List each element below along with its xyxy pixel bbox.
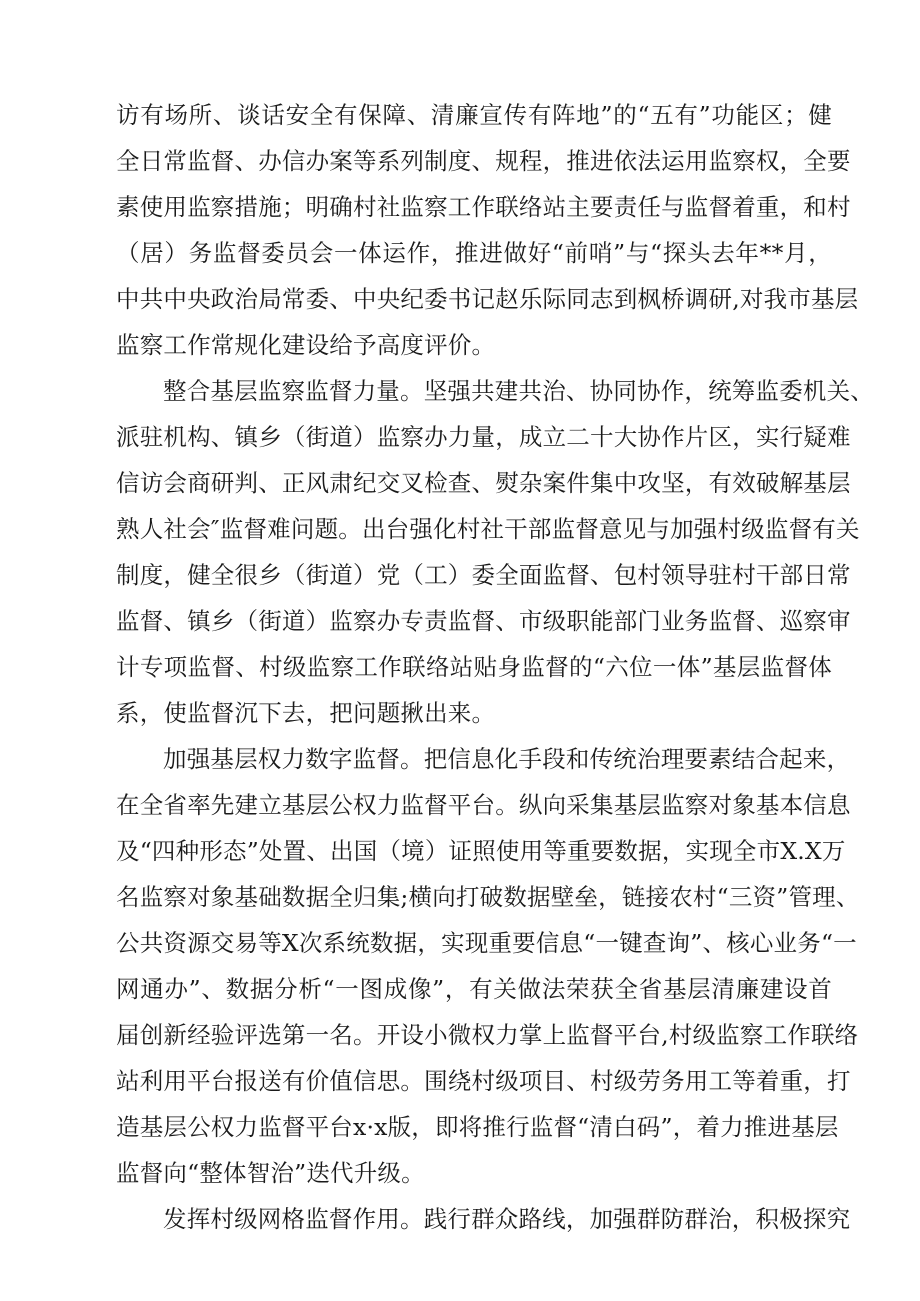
text-line: 监督、镇乡（街道）监察办专责监督、市级职能部门业务监督、巡察审 bbox=[116, 607, 851, 635]
text-line: 计专项监督、村级监察工作联络站贴身监督的“六位一体”基层监督体 bbox=[116, 653, 832, 681]
text-line: （居）务监督委员会一体运作，推进做好“前哨”与“探头去年**月， bbox=[116, 239, 832, 267]
text-line: 中共中央政治局常委、中央纪委书记赵乐际同志到枫桥调研,对我市基层 bbox=[116, 285, 859, 313]
text-line: 监督向“整体智治”迭代升级。 bbox=[116, 1159, 425, 1187]
text-line: 制度，健全很乡（街道）党（工）委全面监督、包村领导驻村干部日常 bbox=[116, 561, 851, 589]
text-line: 熟人社会″监督难问题。出台强化村社干部监督意见与加强村级监督有关 bbox=[116, 515, 860, 543]
text-line: 网通办”、数据分析“一图成像”，有关做法荣获全省基层清廉建设首 bbox=[116, 975, 832, 1003]
text-line: 全日常监督、办信办案等系列制度、规程，推进依法运用监察权，全要 bbox=[116, 147, 851, 175]
text-line: 名监察对象基础数据全归集;横向打破数据壁垒，链接农村“三资”管理、 bbox=[116, 883, 860, 911]
text-line: 素使用监察措施；明确村社监察工作联络站主要责任与监督着重，和村 bbox=[116, 193, 851, 221]
text-line: 信访会商研判、正风肃纪交叉检查、熨杂案件集中攻坚，有效破解基层 bbox=[116, 469, 851, 497]
text-line: 及“四种形态”处置、出国（境）证照使用等重要数据，实现全市X.X万 bbox=[116, 837, 846, 865]
paragraph-heading-line: 整合基层监察监督力量。坚强共建共治、协同协作，统筹监委机关、 bbox=[163, 377, 874, 405]
text-line: 派驻机构、镇乡（街道）监察办力量，成立二十大协作片区，实行疑难 bbox=[116, 423, 851, 451]
text-line: 在全省率先建立基层公权力监督平台。纵向采集基层监察对象基本信息 bbox=[116, 791, 851, 819]
text-line: 站利用平台报送有价值信思。围绕村级项目、村级劳务用工等着重，打 bbox=[116, 1067, 851, 1095]
text-line: 监察工作常规化建设给予高度评价。 bbox=[116, 331, 496, 359]
paragraph-heading-line: 加强基层权力数字监督。把信息化手段和传统治理要素结合起来， bbox=[163, 745, 851, 773]
text-line: 造基层公权力监督平台x·x版，即将推行监督“清白码”，着力推进基层 bbox=[116, 1113, 839, 1141]
paragraph-heading-line: 发挥村级网格监督作用。践行群众路线，加强群防群治，积极探究 bbox=[163, 1205, 851, 1233]
text-line: 访有场所、谈话安全有保障、清廉宣传有阵地”的“五有”功能区；健 bbox=[116, 101, 832, 129]
text-line: 系，使监督沉下去，把问题揪出来。 bbox=[116, 699, 496, 727]
text-line: 届创新经验评选第一名。开设小微权力掌上监督平台,村级监察工作联络 bbox=[116, 1021, 859, 1049]
text-line: 公共资源交易等X次系统数据，实现重要信息“一键查询”、核心业务“一 bbox=[116, 929, 857, 957]
